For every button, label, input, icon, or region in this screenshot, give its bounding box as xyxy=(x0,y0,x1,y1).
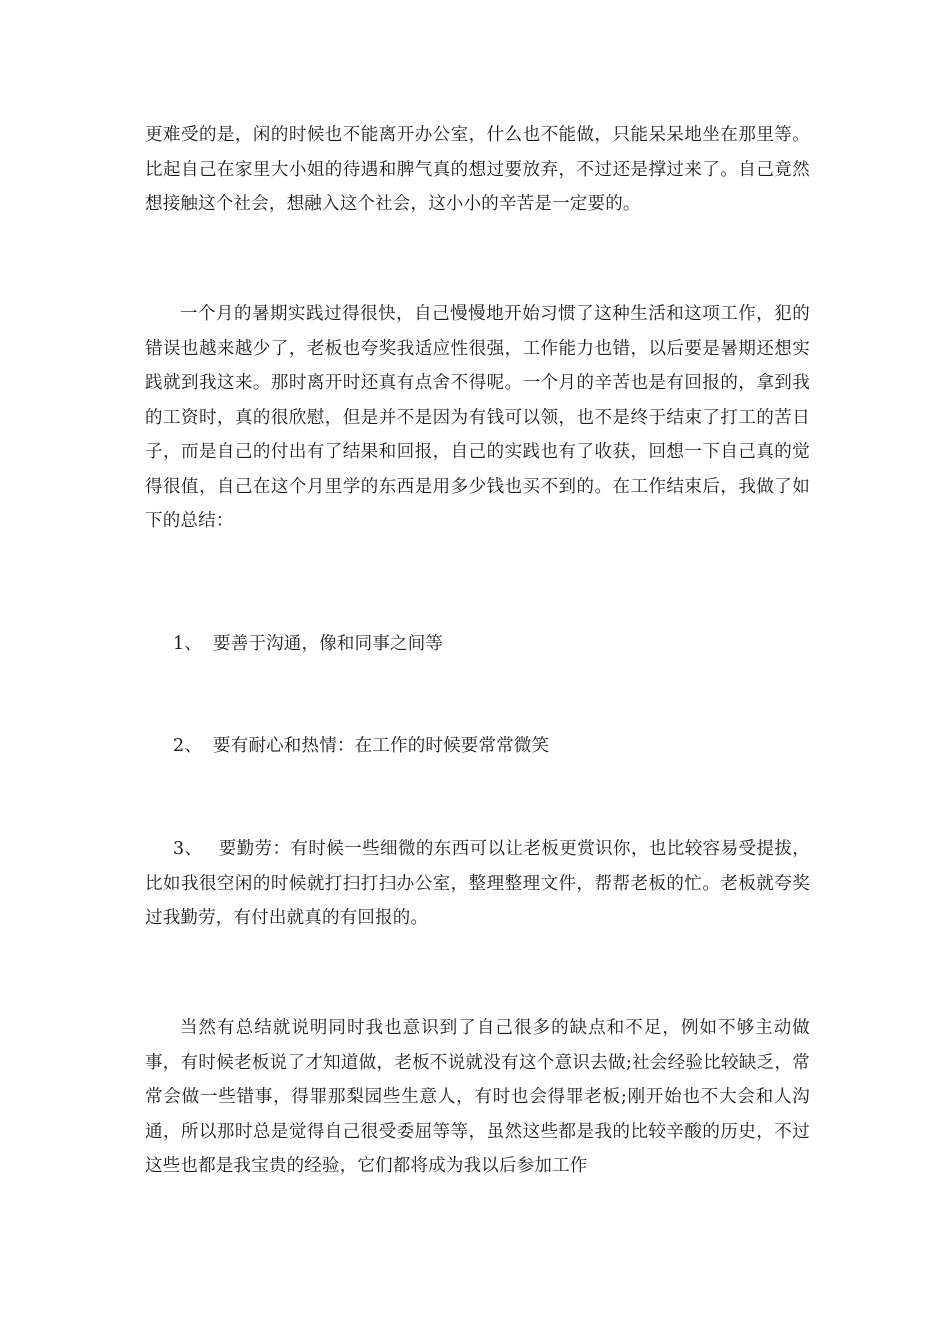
summary-item-number: 2、 xyxy=(173,736,203,756)
paragraph-intro: 更难受的是，闲的时候也不能离开办公室，什么也不能做，只能呆呆地坐在那里等。比起自己在家里大小姐的待遇和脾气真的想过要放弃，不过还是撑过来了。自己竟然想接触这个社会，想融入这个社会，这小小的辛苦是一定要的。 xyxy=(145,125,810,214)
paragraph-month-summary: 一个月的暑期实践过得很快，自己慢慢地开始习惯了这种生活和这项工作，犯的错误也越来越少了，老板也夸奖我适应性很强，工作能力也错，以后要是暑期还想实践就到我这来。那时离开时还真有点舍不得呢。一个月的辛苦也是有回报的，拿到我的工资时，真的很欣慰，但是并不是因为有钱可以领，也不是终于结束了打工的苦日子，而是自己的付出有了结果和回报，自己的实践也有了收获，回想一下自己真的觉得很值，自己在这个月里学的东西是用多少钱也买不到的。在工作结束后，我做了如下的总结： xyxy=(145,304,810,531)
summary-item-3 xyxy=(145,832,810,936)
summary-item-2 xyxy=(145,729,810,764)
summary-item-text: 要勤劳：有时候一些细微的东西可以让老板更赏识你，也比较容易受提拔，比如我很空闲的时候就打扫打扫办公室，整理整理文件，帮帮老板的忙。老板就夸奖过我勤劳，有付出就真的有回报的。 xyxy=(145,839,810,928)
summary-item-text: 要有耐心和热情：在工作的时候要常常微笑 xyxy=(213,736,550,756)
summary-item-number: 1、 xyxy=(173,634,203,654)
summary-item-number: 3、 xyxy=(173,839,203,859)
summary-item-text: 要善于沟通，像和同事之间等 xyxy=(213,634,444,654)
paragraph-shortcomings: 当然有总结就说明同时我也意识到了自己很多的缺点和不足，例如不够主动做事，有时候老板说了才知道做，老板不说就没有这个意识去做;社会经验比较缺乏，常常会做一些错事，得罪那梨园些生意人，有时也会得罪老板;刚开始也不大会和人沟通，所以那时总是觉得自己很受委屈等等，虽然这些都是我的比较辛酸的历史，不过这些也都是我宝贵的经验，它们都将成为我以后参加工作 xyxy=(145,1018,810,1176)
summary-item-1 xyxy=(145,627,810,662)
